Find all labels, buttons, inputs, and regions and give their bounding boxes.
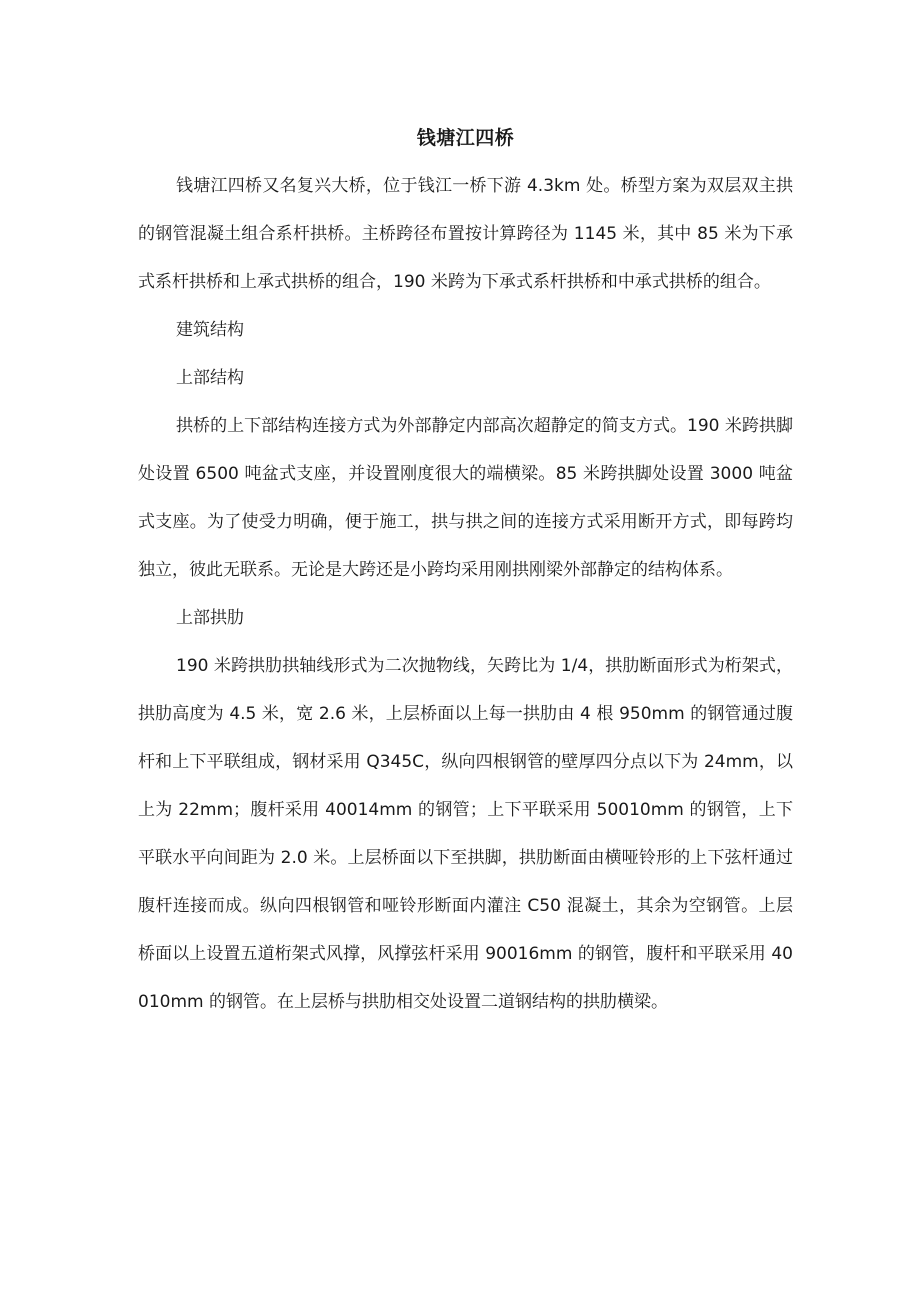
- document-title: 钱塘江四桥: [416, 127, 515, 149]
- paragraph-superstructure: 拱桥的上下部结构连接方式为外部静定内部高次超静定的简支方式。190 米跨拱脚处设置 6500 吨盆式支座，并设置刚度很大的端横梁。85 米跨拱脚处设置 3000 吨盆式支座。为了使受力明确，便于施工，拱与拱之间的连接方式采用断开方式，即每跨均独立，彼此无联系。无论是大跨还是小跨均采用刚拱刚梁外部静定的结构体系。: [138, 416, 793, 580]
- document-page: [138, 118, 793, 1026]
- section-heading-arch-rib: 上部拱肋: [176, 608, 244, 628]
- section-heading-building-structure: 建筑结构: [176, 320, 244, 340]
- section-heading-superstructure: 上部结构: [176, 368, 244, 388]
- paragraph-intro: 钱塘江四桥又名复兴大桥，位于钱江一桥下游 4.3km 处。桥型方案为双层双主拱的钢管混凝土组合系杆拱桥。主桥跨径布置按计算跨径为 1145 米，其中 85 米为下承式系杆拱桥和上承式拱桥的组合，190 米跨为下承式系杆拱桥和中承式拱桥的组合。: [138, 176, 793, 292]
- paragraph-arch-rib: 190 米跨拱肋拱轴线形式为二次抛物线，矢跨比为 1/4，拱肋断面形式为桁架式，拱肋高度为 4.5 米，宽 2.6 米，上层桥面以上每一拱肋由 4 根 950mm 的钢管通过腹杆和上下平联组成，钢材采用 Q345C，纵向四根钢管的壁厚四分点以下为 24mm，以上为 22mm；腹杆采用 40014mm 的钢管；上下平联采用 50010mm 的钢管，上下平联水平向间距为 2.0 米。上层桥面以下至拱脚，拱肋断面由横哑铃形的上下弦杆通过腹杆连接而成。纵向四根钢管和哑铃形断面内灌注 C50 混凝土，其余为空钢管。上层桥面以上设置五道桁架式风撑，风撑弦杆采用 90016mm 的钢管，腹杆和平联采用 40010mm 的钢管。在上层桥与拱肋相交处设置二道钢结构的拱肋横梁。: [138, 656, 793, 1012]
